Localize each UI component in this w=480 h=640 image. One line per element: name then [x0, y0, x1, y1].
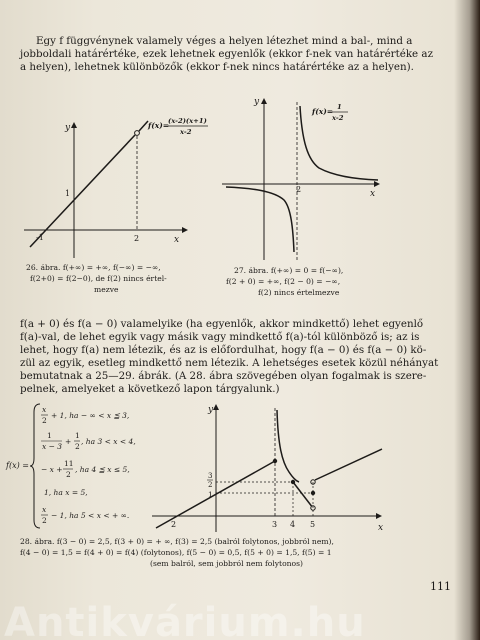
fig27-x-label: x	[370, 189, 376, 199]
fig26-y-arrow	[71, 122, 77, 128]
fig27-formula-num: 1	[337, 103, 342, 111]
fig26-caption-line-1: 26. ábra. f(+∞) = +∞, f(−∞) = −∞,	[26, 263, 161, 272]
case3-rest: , ha 4 ≦ x ≤ 5,	[75, 465, 130, 474]
body-line-5: bemutatnak a 25—29. ábrák. (A 28. ábra szövegében olyan fogalmak is szere-	[20, 370, 427, 382]
fig28-hyperbola	[277, 410, 299, 482]
case2-tail: , ha 3 < x < 4,	[81, 437, 136, 446]
fig28-line-mid	[293, 482, 313, 508]
fig28-xtick-4: 4	[290, 520, 296, 529]
fig28-case-2	[41, 431, 136, 451]
fig26-formula-den: x-2	[180, 128, 192, 136]
fig27-caption-line-3: f(2) nincs értelmezve	[258, 288, 340, 297]
fig26-x-arrow	[182, 227, 188, 233]
fig28-x-arrow	[376, 513, 382, 519]
fig28-y-arrow	[213, 404, 219, 410]
body-line-6: pelnek, amelyeket a következő lapon tárgyalunk.)	[20, 383, 280, 395]
intro-line-3: a helyen), lehetnek különbözők (ekkor f-nek nincs határértéke az a helyen).	[20, 61, 414, 73]
case3-pre: − x +	[41, 465, 63, 474]
fig26-line-tail	[139, 121, 148, 131]
fig28-xtick-2: 2	[171, 520, 177, 529]
figure-28-graph	[150, 400, 390, 536]
watermark: Antikvárium.hu	[4, 600, 366, 640]
fig27-formula-den: x-2	[332, 114, 344, 122]
fig28-y-label: y	[208, 405, 214, 415]
body-line-2: f(a)-val, de lehet egyik vagy másik vagy mindkettő f(a)-tól különböző is; az is	[20, 331, 420, 343]
fig28-caption-line-1: 28. ábra. f(3 − 0) = 2,5, f(3 + 0) = + ∞, f(3) = 2,5 (balról folytonos, jobbról nem),	[20, 537, 334, 546]
fig27-y-label: y	[254, 97, 260, 107]
case5-num: x	[42, 505, 47, 514]
case1-den: 2	[42, 416, 47, 425]
fig28-case-1	[41, 405, 129, 425]
case1-rest: + 1, ha − ∞ < x ≦ 3,	[51, 411, 130, 420]
fig27-formula-lhs: f(x)=	[312, 107, 334, 116]
case5-rest: − 1, ha 5 < x < + ∞.	[51, 511, 130, 520]
fig27-y-arrow	[261, 98, 267, 104]
fig27-x-arrow	[374, 181, 380, 187]
case2-num2: 1	[75, 431, 80, 440]
fig26-formula-num: (x-2)(x+1)	[168, 117, 207, 125]
fig26-tick-1: 1	[65, 189, 71, 198]
fig26-tick-minus1: -1	[36, 233, 44, 242]
case2-den: x − 3	[42, 442, 63, 451]
page-number: 111	[430, 580, 451, 593]
fig28-ytick-num: 3	[208, 472, 213, 480]
body-line-3: lehet, hogy f(a) nem létezik, és az is előfordulhat, hogy f(a − 0) és f(a − 0) kö-	[20, 344, 427, 356]
fig28-point-3	[273, 459, 277, 463]
fig26-caption-line-2: f(2+0) = f(2−0), de f(2) nincs értel-	[30, 274, 167, 283]
fig28-caption-line-2: f(4 − 0) = 1,5 = f(4 + 0) = f(4) (folytonos), f(5 − 0) = 0,5, f(5 + 0) = 1,5, f(5) = 1	[20, 548, 332, 557]
case4-text: 1, ha x = 5,	[44, 488, 88, 497]
fig28-case-4	[44, 488, 88, 497]
fig26-caption-line-3: mezve	[94, 285, 119, 294]
case2-den2: 2	[75, 442, 80, 451]
fig28-lhs: f(x) =	[6, 461, 29, 470]
intro-line-1: Egy f függvénynek valamely véges a helyen létezhet mind a bal-, mind a	[36, 35, 413, 47]
body-line-1: f(a + 0) és f(a − 0) valamelyike (ha egyenlők, akkor mindkettő) lehet egyenlő	[20, 318, 424, 330]
fig28-xtick-5: 5	[310, 520, 316, 529]
fig28-brace	[30, 404, 40, 528]
fig28-xtick-3: 3	[272, 520, 278, 529]
fig26-y-label: y	[65, 123, 71, 133]
fig28-x-label: x	[378, 523, 384, 533]
fig27-caption-line-2: f(2 + 0) = +∞, f(2 − 0) = −∞,	[226, 277, 341, 286]
case2-num: 1	[47, 431, 52, 440]
fig28-ytick-1: 1	[208, 490, 213, 499]
fig26-hole	[135, 131, 140, 136]
fig28-line-right	[315, 449, 382, 480]
fig28-case-5	[41, 505, 129, 525]
intro-line-2: jobboldali határértéke, ezek lehetnek egyenlők (ekkor f-nek van határértéke az	[20, 48, 433, 60]
case2-plus: +	[65, 437, 72, 446]
fig28-ytick-den: 2	[208, 481, 213, 489]
case1-num: x	[42, 405, 47, 414]
body-line-4: zül az egyik, esetleg mindkettő nem létezik. A lehetséges esetek közül néhányat	[20, 357, 439, 369]
figure-26-graph	[22, 100, 212, 262]
fig27-branch-left	[226, 187, 294, 252]
case5-den: 2	[42, 516, 47, 525]
book-spine-shadow	[454, 0, 480, 640]
figure-27-graph	[222, 88, 402, 264]
case3-num: 11	[64, 459, 74, 468]
fig27-caption-line-1: 27. ábra. f(+∞) = 0 = f(−∞),	[234, 266, 344, 275]
fig28-caption-line-3: (sem balról, sem jobbról nem folytonos)	[150, 559, 303, 568]
case3-den: 2	[66, 470, 71, 479]
fig26-x-label: x	[174, 235, 180, 245]
fig26-tick-2: 2	[134, 234, 140, 243]
fig28-case-3	[41, 459, 130, 479]
fig27-tick-2: 2	[296, 185, 302, 194]
fig26-formula-lhs: f(x)=	[148, 121, 170, 130]
